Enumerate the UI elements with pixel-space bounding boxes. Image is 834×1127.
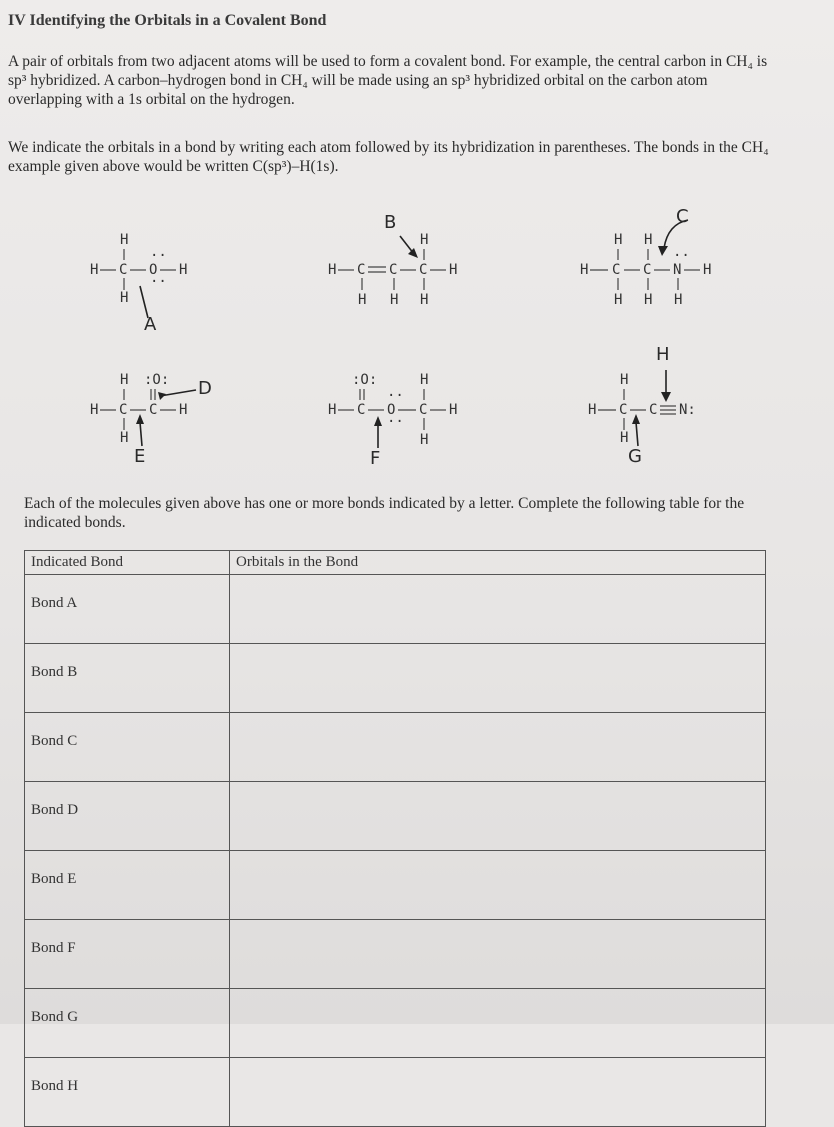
atom-h: H (644, 232, 653, 248)
column-header-orbitals: Orbitals in the Bond (230, 551, 766, 575)
bond-label-g: G (628, 446, 642, 467)
bond-label-cell: Bond F (25, 920, 230, 989)
bond-label-cell: Bond H (25, 1058, 230, 1127)
lone-pair: ·· (150, 274, 167, 290)
atom-c: C (619, 402, 628, 418)
intro-paragraph: A pair of orbitals from two adjacent atoms will be used to form a covalent bond. For example, the central carbon in CH₄ is sp³ hybridized. A carbon–hydrogen bond in CH₄ will be made using an sp³ hybridized orbital on the carbon atom overlapping with a 1s orbital on the hydrogen. (8, 53, 768, 108)
bond-label-a: A (144, 314, 157, 335)
bond-label-c: C (676, 206, 689, 227)
molecule-methanol (90, 232, 187, 335)
atom-o-lone-pairs: :O: (144, 372, 170, 388)
molecule-diagrams (0, 200, 834, 480)
atom-n-lone-pair: N: (679, 402, 696, 418)
lone-pair: ·· (673, 248, 690, 264)
atom-h: H (614, 232, 623, 248)
table-row (25, 713, 766, 782)
atom-h: H (449, 402, 458, 418)
lone-pair: ·· (387, 414, 404, 430)
atom-h: H (420, 232, 429, 248)
atom-c: C (389, 262, 398, 278)
orbitals-answer-cell[interactable] (230, 1058, 766, 1127)
orbitals-answer-cell[interactable] (230, 989, 766, 1058)
orbitals-answer-cell[interactable] (230, 851, 766, 920)
atom-h: H (588, 402, 597, 418)
atom-h: H (449, 262, 458, 278)
atom-h: H (358, 292, 367, 308)
notation-paragraph: We indicate the orbitals in a bond by writing each atom followed by its hybridization in parentheses. The bonds in the CH₄ example given above would be written C(sp³)–H(1s). (8, 139, 769, 175)
atom-c: C (357, 402, 366, 418)
atom-h: H (90, 262, 99, 278)
atom-c: C (643, 262, 652, 278)
atom-h: H (420, 432, 429, 448)
bond-label-cell: Bond D (25, 782, 230, 851)
atom-h: H (620, 372, 629, 388)
molecule-methyl-formate (328, 372, 457, 469)
orbitals-answer-cell[interactable] (230, 782, 766, 851)
atom-o: O (387, 402, 396, 418)
atom-h: H (120, 232, 129, 248)
bond-label-d: D (198, 378, 212, 399)
atom-c: C (649, 402, 658, 418)
atom-h: H (120, 290, 129, 306)
instructions-paragraph: Each of the molecules given above has one or more bonds indicated by a letter. Complete the following table for the indicated bonds. (24, 495, 745, 531)
orbitals-answer-cell[interactable] (230, 575, 766, 644)
atom-c: C (419, 262, 428, 278)
atom-c: C (119, 262, 128, 278)
table-row (25, 644, 766, 713)
bond-label-cell: Bond A (25, 575, 230, 644)
atom-c: C (149, 402, 158, 418)
atom-h: H (390, 292, 399, 308)
atom-h: H (620, 430, 629, 446)
atom-c: C (612, 262, 621, 278)
table-row (25, 989, 766, 1058)
atom-o-lone-pairs: :O: (352, 372, 378, 388)
atom-h: H (328, 402, 337, 418)
bond-label-cell: Bond G (25, 989, 230, 1058)
atom-h: H (674, 292, 683, 308)
orbitals-answer-cell[interactable] (230, 644, 766, 713)
orbitals-answer-cell[interactable] (230, 713, 766, 782)
table-row (25, 920, 766, 989)
section-heading: IV Identifying the Orbitals in a Covalent Bond (8, 12, 327, 29)
column-header-indicated-bond: Indicated Bond (25, 551, 230, 575)
bond-label-f: F (370, 448, 381, 469)
table-row (25, 782, 766, 851)
bond-label-cell: Bond C (25, 713, 230, 782)
atom-n: N (673, 262, 682, 278)
molecule-acetonitrile (588, 344, 696, 467)
atom-h: H (120, 372, 129, 388)
bond-label-e: E (134, 446, 146, 467)
atom-h: H (328, 262, 337, 278)
table-row (25, 1058, 766, 1127)
molecule-acetaldehyde (90, 372, 212, 467)
atom-h: H (420, 372, 429, 388)
atom-c: C (357, 262, 366, 278)
atom-h: H (614, 292, 623, 308)
atom-h: H (120, 430, 129, 446)
bond-table (24, 550, 766, 1127)
atom-c: C (119, 402, 128, 418)
atom-h: H (420, 292, 429, 308)
atom-h: H (580, 262, 589, 278)
bond-label-h: H (656, 344, 670, 365)
molecule-methylamine (580, 206, 711, 308)
atom-h: H (703, 262, 712, 278)
lone-pair: ·· (387, 388, 404, 404)
orbitals-answer-cell[interactable] (230, 920, 766, 989)
atom-h: H (90, 402, 99, 418)
atom-h: H (644, 292, 653, 308)
table-row (25, 575, 766, 644)
atom-c: C (419, 402, 428, 418)
atom-o: O (149, 262, 158, 278)
atom-h: H (179, 262, 188, 278)
atom-h: H (179, 402, 188, 418)
table-row (25, 851, 766, 920)
bond-label-b: B (384, 212, 397, 233)
molecule-propene (328, 212, 457, 308)
bond-label-cell: Bond E (25, 851, 230, 920)
lone-pair: ·· (150, 248, 167, 264)
bond-label-cell: Bond B (25, 644, 230, 713)
